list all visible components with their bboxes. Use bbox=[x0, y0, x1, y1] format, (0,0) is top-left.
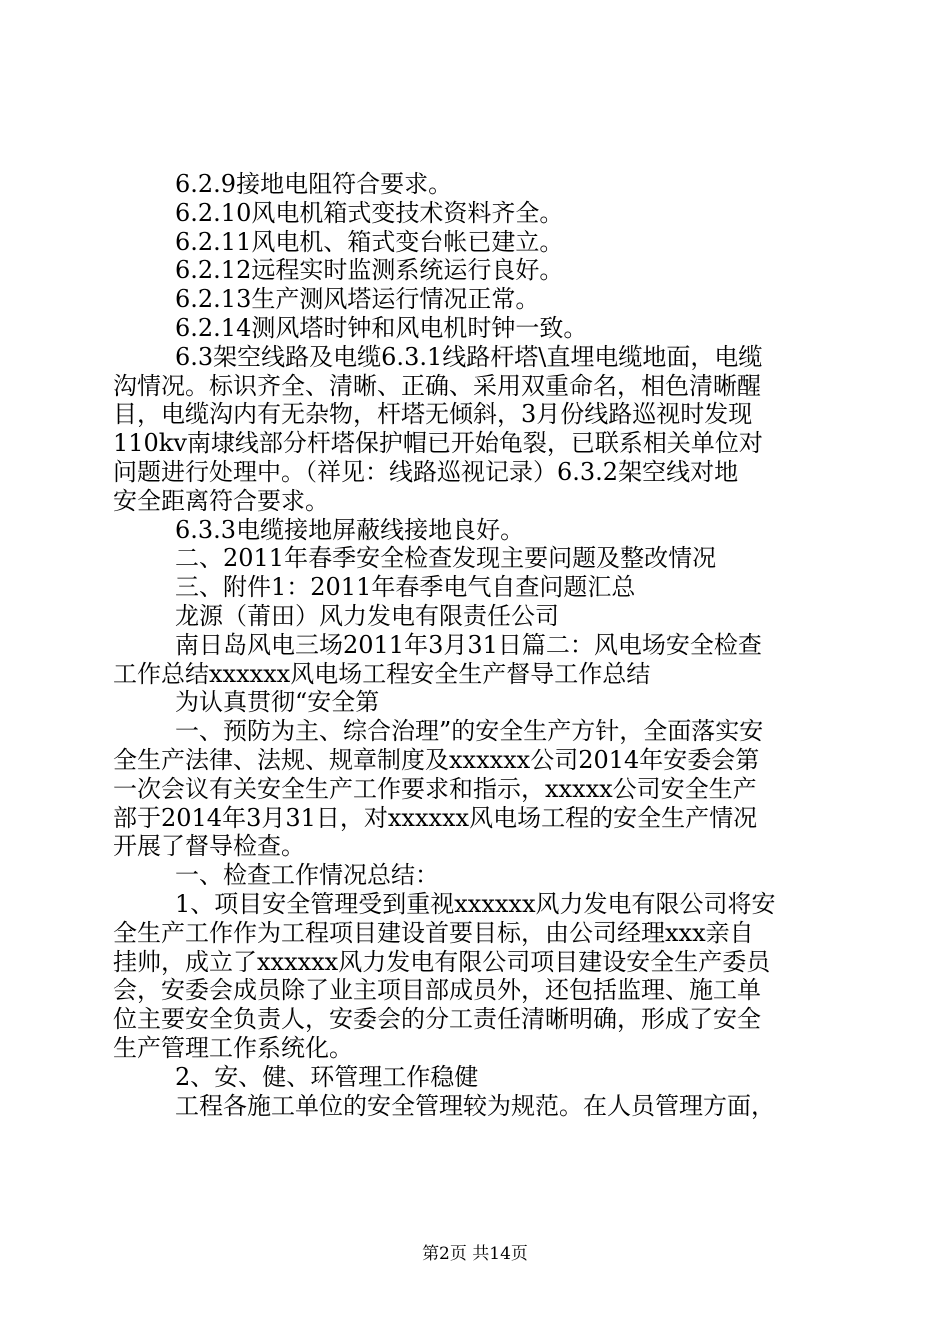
paragraph-line: 6.2.14测风塔时钟和风电机时钟一致。 bbox=[175, 313, 588, 342]
paragraph-line: 龙源（莆田）风力发电有限责任公司 bbox=[175, 601, 559, 630]
paragraph-line: 一、预防为主、综合治理”的安全生产方针，全面落实安 bbox=[175, 717, 764, 746]
paragraph-line: 部于2014年3月31日，对xxxxxx风电场工程的安全生产情况 bbox=[113, 803, 758, 832]
paragraph-line: 一、检查工作情况总结： bbox=[175, 861, 439, 890]
paragraph-line: 全生产法律、法规、规章制度及xxxxxx公司2014年安委会第 bbox=[113, 745, 760, 774]
paragraph-line: 为认真贯彻“安全第 bbox=[175, 688, 380, 717]
paragraph-line: 问题进行处理中。（祥见：线路巡视记录）6.3.2架空线对地 bbox=[113, 457, 739, 486]
paragraph-line: 目，电缆沟内有无杂物，杆塔无倾斜，3月份线路巡视时发现 bbox=[113, 400, 753, 429]
paragraph-line: 全生产工作作为工程项目建设首要目标，由公司经理xxx亲自 bbox=[113, 918, 754, 947]
paragraph-line: 挂帅，成立了xxxxxx风力发电有限公司项目建设安全生产委员 bbox=[113, 947, 771, 976]
page-footer: 第2页 共14页 bbox=[422, 1244, 528, 1264]
paragraph-line: 6.3.3电缆接地屏蔽线接地良好。 bbox=[175, 515, 525, 544]
paragraph-line: 南日岛风电三场2011年3月31日篇二：风电场安全检查 bbox=[175, 630, 762, 659]
paragraph-line: 6.2.9接地电阻符合要求。 bbox=[175, 170, 453, 198]
paragraph-line: 生产管理工作系统化。 bbox=[113, 1033, 353, 1062]
paragraph-line: 开展了督导检查。 bbox=[113, 832, 305, 861]
paragraph-line: 位主要安全负责人，安委会的分工责任清晰明确，形成了安全 bbox=[113, 1005, 761, 1034]
document-body bbox=[113, 170, 843, 1120]
paragraph-line: 2、安、健、环管理工作稳健 bbox=[175, 1062, 479, 1091]
paragraph-line: 会，安委会成员除了业主项目部成员外，还包括监理、施工单 bbox=[113, 976, 761, 1005]
paragraph-line: 6.2.13生产测风塔运行情况正常。 bbox=[175, 285, 540, 314]
paragraph-line: 工作总结xxxxxx风电场工程安全生产督导工作总结 bbox=[113, 659, 651, 688]
paragraph-line: 1、项目安全管理受到重视xxxxxx风力发电有限公司将安 bbox=[175, 889, 776, 918]
paragraph-line: 二、2011年春季安全检查发现主要问题及整改情况 bbox=[175, 544, 717, 573]
paragraph-line: 6.2.12远程实时监测系统运行良好。 bbox=[175, 256, 564, 285]
paragraph-line: 安全距离符合要求。 bbox=[113, 486, 329, 515]
paragraph-line: 一次会议有关安全生产工作要求和指示，xxxxx公司安全生产 bbox=[113, 774, 757, 803]
paragraph-line: 6.2.10风电机箱式变技术资料齐全。 bbox=[175, 198, 564, 227]
paragraph-line: 6.2.11风电机、箱式变台帐已建立。 bbox=[175, 227, 564, 256]
paragraph-line: 沟情况。标识齐全、清晰、正确、采用双重命名，相色清晰醒 bbox=[113, 371, 761, 400]
paragraph-line: 110kv南埭线部分杆塔保护帽已开始龟裂，已联系相关单位对 bbox=[113, 429, 763, 458]
paragraph-line: 6.3架空线路及电缆6.3.1线路杆塔\直埋电缆地面，电缆 bbox=[175, 342, 763, 371]
paragraph-line: 工程各施工单位的安全管理较为规范。在人员管理方面， bbox=[175, 1091, 775, 1120]
paragraph-line: 三、附件1：2011年春季电气自查问题汇总 bbox=[175, 573, 636, 602]
